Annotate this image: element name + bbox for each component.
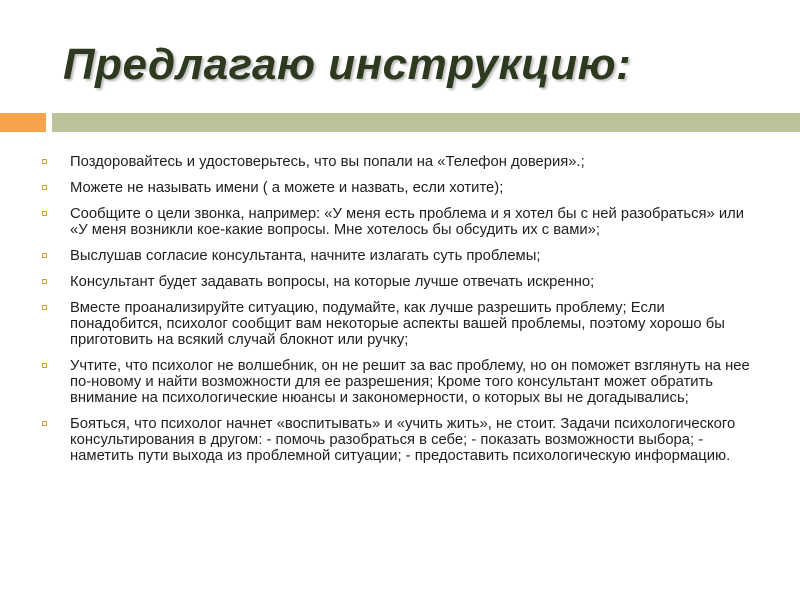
list-item [40, 206, 760, 238]
list-item-text: Поздоровайтесь и удостоверьтесь, что вы попали на «Телефон доверия».; [70, 154, 585, 170]
square-bullet-icon [42, 279, 47, 284]
square-bullet-icon [42, 211, 47, 216]
list-item-text: Выслушав согласие консультанта, начните излагать суть проблемы; [70, 248, 541, 264]
list-item-text: Вместе проанализируйте ситуацию, подумайте, как лучше разрешить проблему; Если понадобится, психолог сообщит вам некоторые аспекты вашей проблемы, поэтому хорошо бы приготовить на всякий случай блокнот или ручку; [70, 300, 725, 348]
square-bullet-icon [42, 253, 47, 258]
instruction-list [40, 154, 760, 474]
title-accent-block [0, 113, 46, 132]
list-item [40, 180, 760, 196]
square-bullet-icon [42, 305, 47, 310]
list-item-text: Можете не называть имени ( а можете и назвать, если хотите); [70, 180, 504, 196]
list-item [40, 248, 760, 264]
list-item [40, 274, 760, 290]
title-divider-bar [52, 113, 800, 132]
list-item-text: Сообщите о цели звонка, например: «У меня есть проблема и я хотел бы с ней разобраться» или «У меня возникли кое-какие вопросы. Мне хотелось бы обсудить их с вами»; [70, 206, 745, 238]
square-bullet-icon [42, 159, 47, 164]
slide-title: Предлагаю инструкцию: [63, 40, 632, 89]
square-bullet-icon [42, 421, 47, 426]
list-item [40, 154, 760, 170]
list-item [40, 416, 760, 464]
square-bullet-icon [42, 363, 47, 368]
list-item [40, 300, 760, 348]
list-item-text: Консультант будет задавать вопросы, на которые лучше отвечать искренно; [70, 274, 595, 290]
list-item-text: Учтите, что психолог не волшебник, он не решит за вас проблему, но он поможет взглянуть на нее по-новому и найти возможности для ее разрешения; Кроме того консультант может обратить внимание на психологические нюансы и закономерности, о которых вы не догадывались; [70, 358, 750, 406]
square-bullet-icon [42, 185, 47, 190]
list-item [40, 358, 760, 406]
list-item-text: Бояться, что психолог начнет «воспитывать» и «учить жить», не стоит. Задачи психологического консультирования в другом: - помочь разобраться в себе; - показать возможности выбора; - наметить пути выхода из проблемной ситуации; - предоставить психологическую информацию. [70, 416, 736, 464]
